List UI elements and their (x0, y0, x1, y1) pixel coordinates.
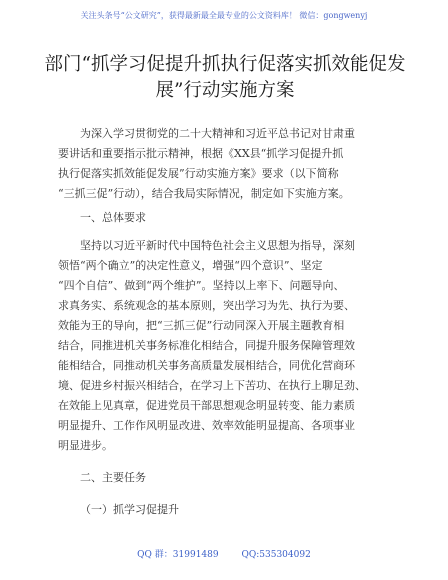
section-heading: 一、总体要求 (80, 211, 146, 224)
text-line: 明显进步。 (58, 439, 113, 452)
text-line: 境、促进乡村振兴相结合，在学习上下苦功、在执行上聊足劲、 (58, 379, 366, 392)
text-line: 要讲话和重要指示批示精神，根据《XX县“抓学习促提升抓 (58, 147, 344, 160)
text-line: 求真务实、系统观念的基本原则，突出学习为先、执行为要、 (58, 299, 355, 312)
subsection-heading: （一）抓学习促提升 (80, 503, 179, 516)
text-line: 领悟“两个确立”的决定性意义，增强“四个意识”、坚定 (58, 259, 323, 272)
document-title (40, 52, 410, 104)
header-banner: 关注头条号“公文研究”，获得最新最全最专业的公文资料库！ 微信：gongwenyj (80, 11, 368, 20)
text-line: 效能为王的导向，把“三抓三促”行动同深入开展主题教育相 (58, 319, 345, 332)
section-heading: 二、主要任务 (80, 471, 146, 484)
text-line: 明显提升、工作作风明显改进、效率效能明显提高、各项事业 (58, 419, 355, 432)
text-line: 坚持以习近平新时代中国特色社会主义思想为指导，深刻 (80, 239, 355, 252)
qq-group: QQ 群：31991489 (137, 550, 219, 560)
qq-number: QQ:535304092 (241, 550, 311, 560)
text-line: 能相结合，同推动机关事务高质量发展相结合，同优化营商环 (58, 359, 355, 372)
intro-paragraph (58, 124, 398, 204)
title-line: 展”行动实施方案 (155, 80, 295, 101)
title-line: 部门“抓学习促提升抓执行促落实抓效能促发 (44, 54, 406, 75)
footer-contact (0, 547, 448, 560)
text-line: “四个自信”、做到“两个维护”。坚持以上率下、问题导向、 (58, 279, 345, 292)
section-body (58, 236, 398, 456)
text-line: “三抓三促”行动），结合我局实际情况，制定如下实施方案。 (58, 187, 350, 200)
text-line: 在效能上见真章，促进党员干部思想观念明显转变、能力素质 (58, 399, 355, 412)
text-line: 为深入学习贯彻党的二十大精神和习近平总书记对甘肃重 (80, 127, 355, 140)
text-line: 结合，同推进机关事务标准化相结合，同提升服务保障管理效 (58, 339, 355, 352)
text-line: 执行促落实抓效能促发展”行动实施方案》要求（以下简称 (58, 167, 339, 180)
